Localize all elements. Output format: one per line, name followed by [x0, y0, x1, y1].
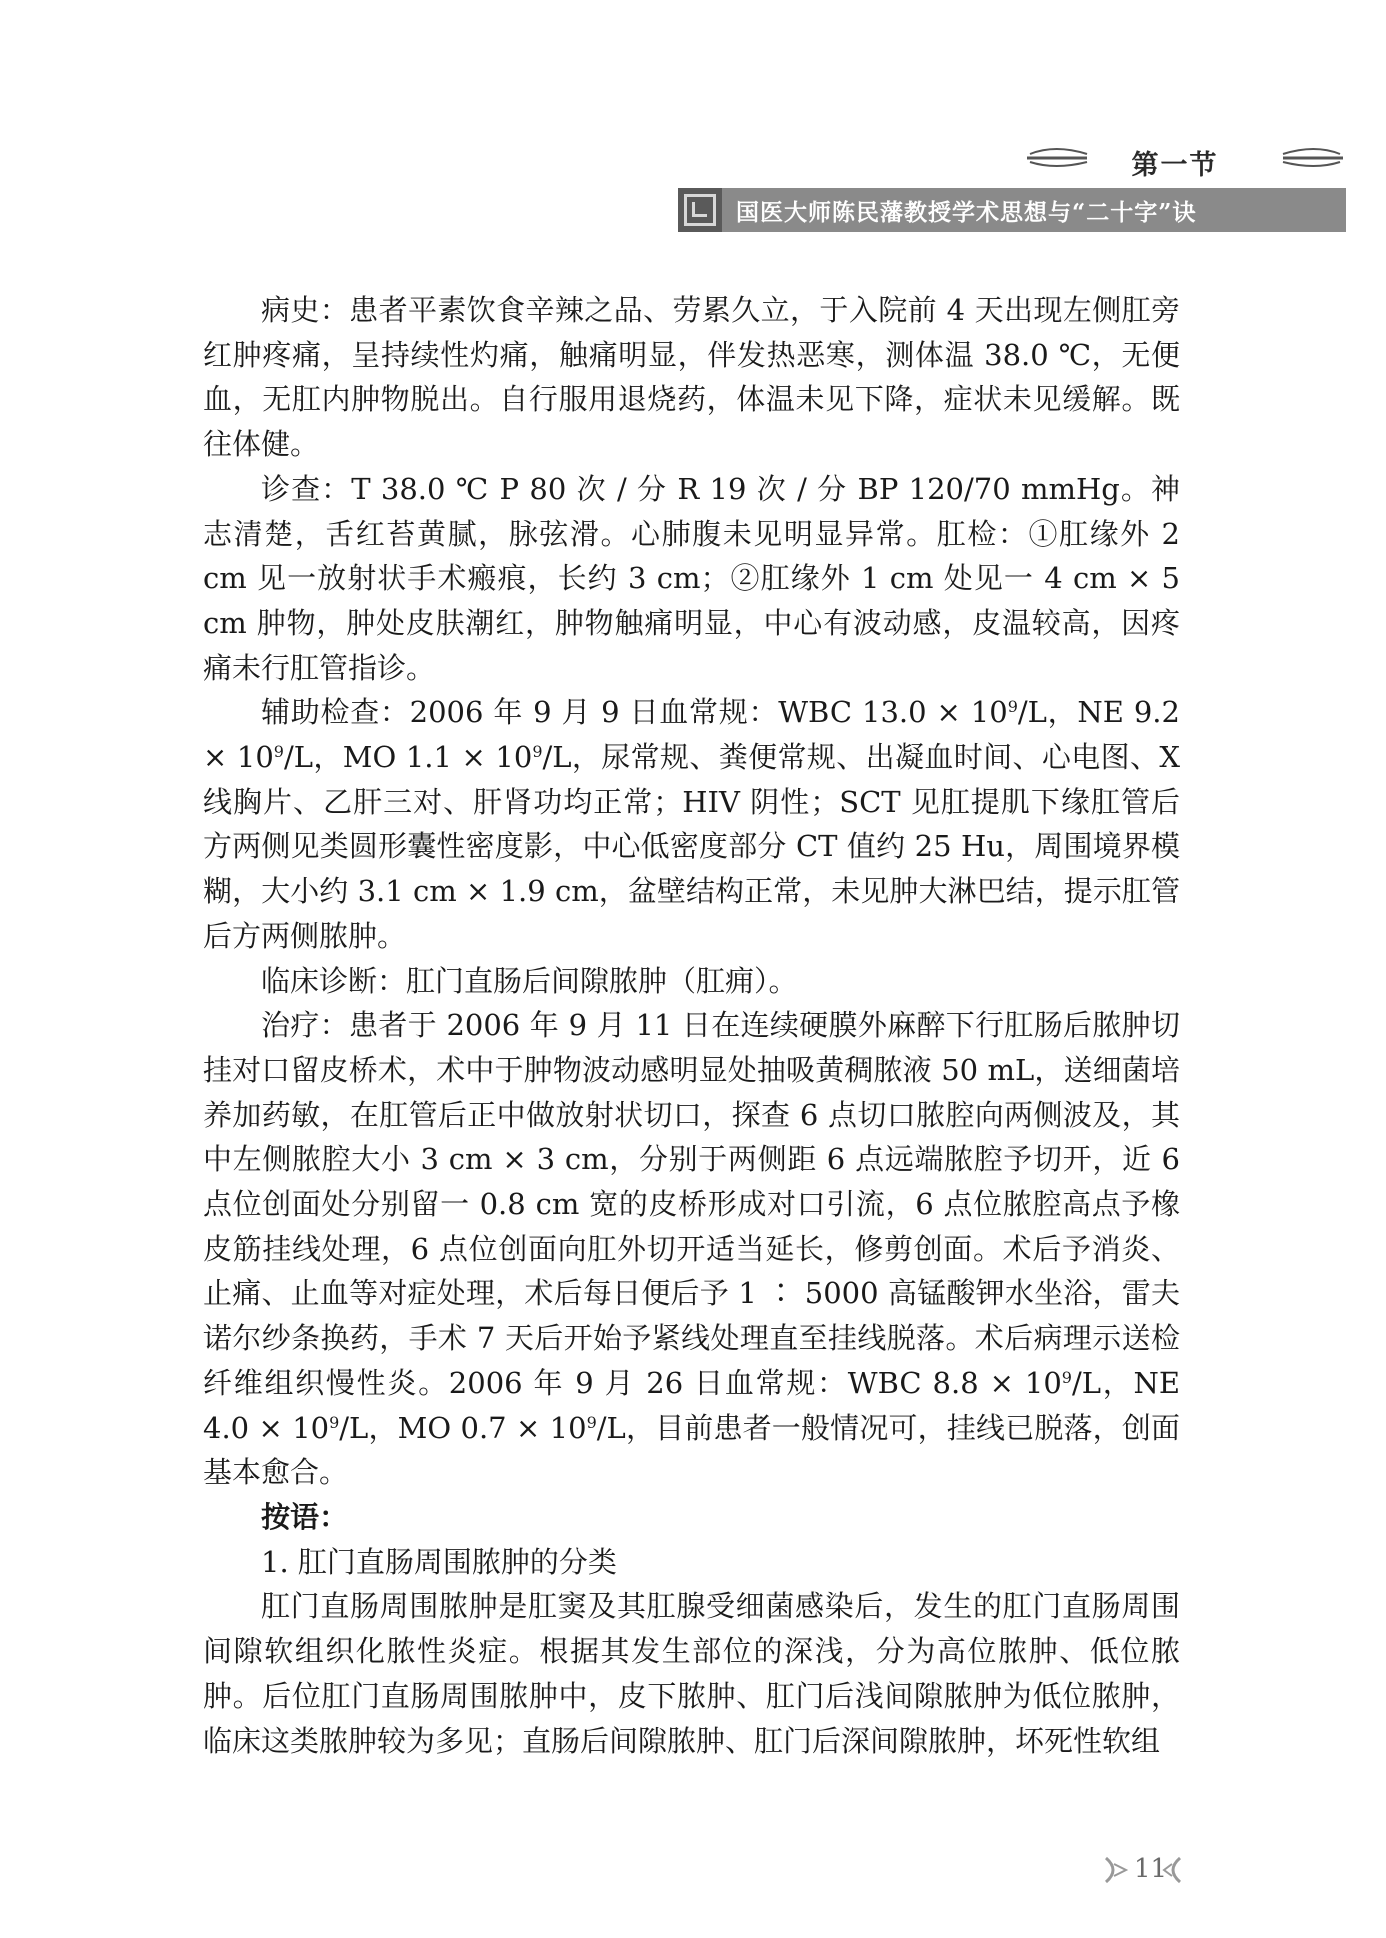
text-run: /L，NE 4.0 × 10: [203, 1365, 1180, 1445]
paragraph: 临床诊断：肛门直肠后间隙脓肿（肛痈）。: [261, 963, 798, 998]
text-run: 辅助检查：2006 年 9 月 9 日血常规：WBC 13.0 × 10: [261, 695, 1008, 730]
page-number: 11: [1134, 1854, 1168, 1884]
superscript: 9: [329, 1412, 340, 1432]
superscript: 9: [273, 742, 284, 762]
paragraph: [203, 690, 1180, 958]
paragraph: 按语：: [261, 1499, 349, 1534]
fret-logo-icon: [678, 188, 722, 232]
text-run: /L，目前患者一般情况可，挂线已脱落，创面基本愈合。: [203, 1410, 1180, 1490]
superscript: 9: [1007, 697, 1018, 717]
paragraph: 肛门直肠周围脓肿是肛窦及其肛腺受细菌感染后，发生的肛门直肠周围间隙软组织化脓性炎症。根据其发生部位的深浅，分为高位脓肿、低位脓肿。后位肛门直肠周围脓肿中，皮下脓肿、肛门后浅间隙脓肿为低位脓肿，临床这类脓肿较为多见；直肠后间隙脓肿、肛门后深间隙脓肿，坏死性软组: [203, 1589, 1180, 1758]
paragraph: 病史：患者平素饮食辛辣之品、劳累久立，于入院前 4 天出现左侧肛旁红肿疼痛，呈持续性灼痛，触痛明显，伴发热恶寒，测体温 38.0 ℃，无便血，无肛内肿物脱出。自行服用退烧药，体温未见下降，症状未见缓解。既往体健。: [203, 293, 1180, 462]
text-run: /L，尿常规、粪便常规、出凝血时间、心电图、X 线胸片、乙肝三对、肝肾功均正常；HIV 阴性；SCT 见肛提肌下缘肛管后方两侧见类圆形囊性密度影，中心低密度部分 CT 值约 25 Hu，周围境界模糊，大小约 3.1 cm × 1.9 cm，盆壁结构正常，未见肿大淋巴结，提示肛管后方两侧脓肿。: [203, 740, 1180, 953]
section-label: 第一节: [1131, 150, 1219, 181]
text-run: /L，MO 0.7 × 10: [339, 1410, 587, 1445]
running-header: [678, 188, 1346, 232]
superscript: 9: [532, 742, 543, 762]
page-footer: [1098, 1850, 1188, 1890]
paragraph: 诊查：T 38.0 ℃ P 80 次 / 分 R 19 次 / 分 BP 120/70 mmHg。神志清楚，舌红苔黄腻，脉弦滑。心肺腹未见明显异常。肛检：①肛缘外 2 cm 见一放射状手术瘢痕，长约 3 cm；②肛缘外 1 cm 处见一 4 cm × 5 cm 肿物，肿处皮肤潮红，肿物触痛明显，中心有波动感，皮温较高，因疼痛未行肛管指诊。: [203, 471, 1180, 685]
text-run: /L，MO 1.1 × 10: [283, 740, 533, 775]
superscript: 9: [586, 1412, 597, 1432]
superscript: 9: [1061, 1367, 1072, 1387]
running-title: 国医大师陈民藩教授学术思想与“二十字”诀: [736, 198, 1197, 226]
text-run: 治疗：患者于 2006 年 9 月 11 日在连续硬膜外麻醉下行肛肠后脓肿切挂对口留皮桥术，术中于肿物波动感明显处抽吸黄稠脓液 50 mL，送细菌培养加药敏，在肛管后正中做放射状切口，探查 6 点切口脓腔向两侧波及，其中左侧脓腔大小 3 cm × 3 cm，分别于两侧距 6 点远端脓腔予切开，近 6 点位创面处分别留一 0.8 cm 宽的皮桥形成对口引流，6 点位脓腔高点予橡皮筋挂线处理，6 点位创面向肛外切开适当延长，修剪创面。术后予消炎、止痛、止血等对症处理，术后每日便后予 1 ∶ 5000 高锰酸钾水坐浴，雷夫诺尔纱条换药，手术 7 天后开始予紧线处理直至挂线脱落。术后病理示送检纤维组织慢性炎。2006 年 9 月 26 日血常规：WBC 8.8 × 10: [203, 1008, 1180, 1400]
body-text: [203, 288, 1180, 1763]
paragraph: [203, 1003, 1180, 1495]
paragraph: 1. 肛门直肠周围脓肿的分类: [261, 1544, 617, 1579]
text-run: /L，NE 9.2 × 10: [203, 695, 1180, 775]
